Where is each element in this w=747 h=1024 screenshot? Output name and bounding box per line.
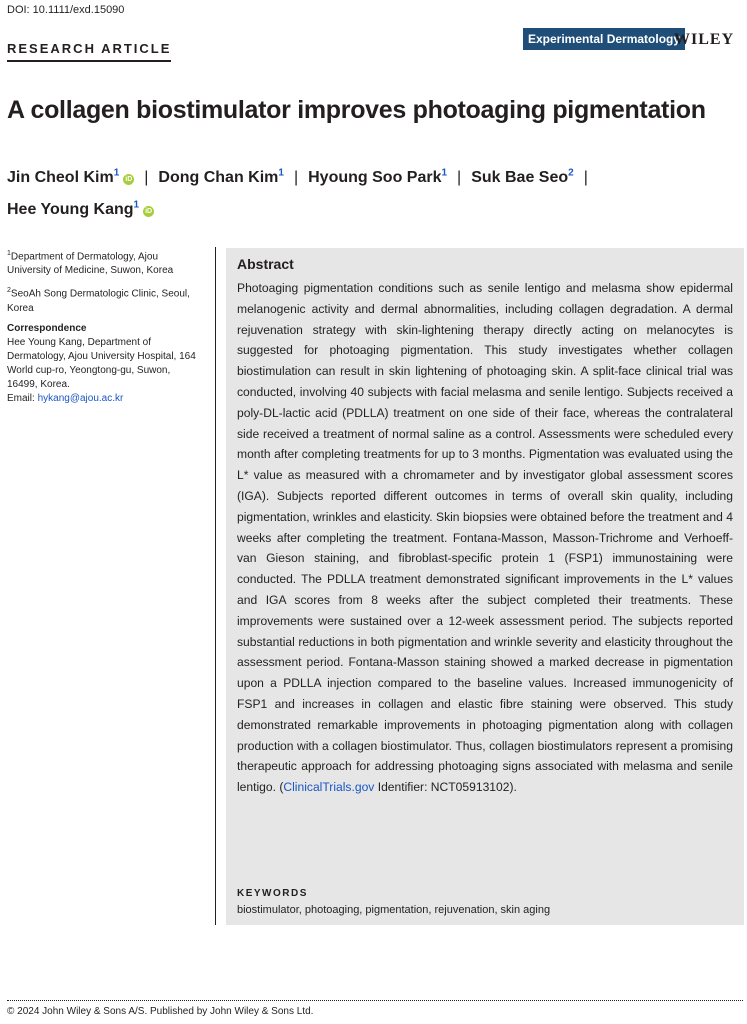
author-name: Dong Chan Kim	[158, 169, 279, 187]
footer-divider	[7, 1000, 743, 1001]
sidebar	[7, 247, 203, 412]
copyright-footer: © 2024 John Wiley & Sons A/S. Published by John Wiley & Sons Ltd.	[7, 1006, 314, 1017]
author-separator: |	[293, 169, 299, 187]
author[interactable]	[471, 169, 574, 186]
publisher-logo: WILEY	[674, 31, 735, 48]
abstract-heading: Abstract	[237, 256, 294, 272]
author-list	[7, 160, 727, 223]
author[interactable]	[7, 169, 134, 186]
doi: DOI: 10.1111/exd.15090	[7, 4, 125, 16]
affiliation-ref[interactable]: 1	[113, 168, 120, 179]
correspondence-body: Hee Young Kang, Department of Dermatology, Ajou University Hospital, 164 World cup-ro, Yeongtong-gu, Suwon, 16499, Korea. Email: hykang@ajou.ac.kr	[7, 336, 196, 404]
author-separator: |	[144, 169, 149, 187]
affiliation-ref[interactable]: 1	[441, 168, 448, 179]
affiliation-ref[interactable]: 1	[133, 199, 140, 211]
affiliation: $^1$Department of Dermatology, Ajou University of Medicine, Suwon, Korea	[7, 250, 174, 277]
orcid-icon[interactable]: iD	[125, 176, 133, 184]
abstract-text: Photoaging pigmentation conditions such as senile lentigo and melasma show epidermal melanogenic activity and dermal abnormalities, including collagen degradation. A dermal rejuvenation strategy with skin-lightening therapy directly acting on melanocytes is suggested for photoaging pigmentation. This study investigates whether collagen biostimulation can result in skin lightening of photoaging skin. A split-face clinical trial was conducted, involving 40 subjects with facial melasma and senile lentigo. Subjects received a poly-DL-lactic acid (PDLLA) treatment on one side of their face, whereas the contralateral side received a treatment of normal saline as a control. Assessments were scheduled every month after completing treatments for up to 3 months. Pigmentation was evaluated using the L* value as measured with a chromameter and by investigator global assessment scores (IGA). Subjects reported different outcomes in terms of overall skin quality, including pigmentation, wrinkles and elasticity. Skin biopsies were obtained before the treatment and 4 weeks after completing the treatment. Fontana-Masson, Masson-Trichrome and Verhoeff-van Gieson staining, and fibroblast-specific protein 1 (FSP1) immunostaining were conducted. The PDLLA treatment demonstrated significant improvements in the L* values and IGA scores from 8 weeks after the subject completed their treatments. These improvements were sustained over a 12-week assessment period. The subjects reported substantial reductions in both pigmentation and wrinkle severity and elasticity throughout the assessment period. Fontana-Masson staining showed a marked decrease in pigmentation upon a PDLLA injection compared to the baseline values. Increased immunogenicity of FSP1 and increases in collagen and elastic fibre staining were observed. This study demonstrated remarkable improvements in photoaging pigmentation along with collagen production with a collagen biostimulator. Thus, collagen biostimulators represent a promising therapeutic approach for addressing photoaging signs associated with melasma and senile lentigo. (ClinicalTrials.gov Identifier: NCT05913102).	[237, 281, 733, 795]
author[interactable]	[7, 201, 154, 218]
clinicaltrials-link[interactable]: ClinicalTrials.gov	[283, 780, 375, 795]
author-separator: |	[583, 169, 588, 187]
author-name: Suk Bae Seo	[471, 169, 569, 187]
email-link[interactable]: hykang@ajou.ac.kr	[37, 392, 124, 404]
keywords-list: biostimulator, photoaging, pigmentation, rejuvenation, skin aging	[237, 904, 551, 916]
author[interactable]	[158, 169, 284, 186]
article-title: A collagen biostimulator improves photoaging pigmentation	[7, 96, 706, 124]
column-divider	[215, 247, 216, 925]
article-type: RESEARCH ARTICLE	[7, 41, 171, 62]
abstract-box	[226, 248, 744, 925]
keywords-heading: KEYWORDS	[237, 888, 308, 899]
orcid-icon[interactable]: iD	[145, 207, 153, 215]
author-name: Hyoung Soo Park	[308, 169, 442, 187]
correspondence-heading: Correspondence	[7, 322, 87, 334]
author-name: Hee Young Kang	[7, 200, 134, 218]
affiliation-ref[interactable]: 2	[568, 168, 574, 179]
journal-logo: Experimental Dermatology	[523, 28, 685, 50]
author-name: Jin Cheol Kim	[7, 169, 114, 187]
affiliation-ref[interactable]: 1	[278, 168, 284, 179]
affiliation: $^2$SeoAh Song Dermatologic Clinic, Seoul, Korea	[7, 287, 190, 314]
author-separator: |	[457, 169, 462, 187]
author[interactable]	[308, 169, 447, 186]
